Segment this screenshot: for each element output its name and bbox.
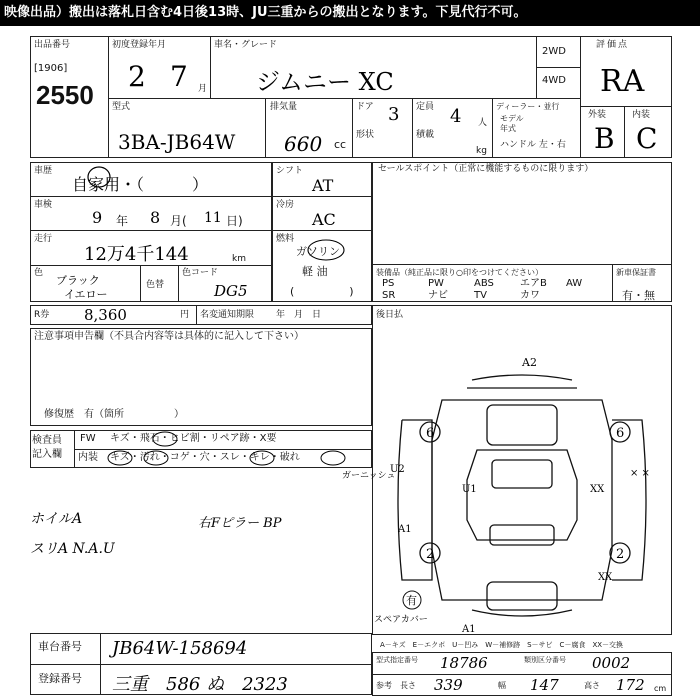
- diag-xs: × ×: [630, 468, 650, 479]
- inspection-month-unit: 月(: [170, 214, 187, 228]
- doors-value: 3: [388, 104, 400, 125]
- score-ext-label: 外装: [588, 110, 607, 120]
- lot-number: 2550: [36, 80, 94, 110]
- inspection-label: 車検: [34, 200, 53, 210]
- plate-label: 登録番号: [38, 672, 82, 685]
- diag-u1: U1: [462, 484, 477, 495]
- fuel-light-oil: 軽 油: [302, 265, 328, 278]
- shift-value: AT: [312, 176, 334, 195]
- diag-spare: スペアカバー: [374, 615, 428, 625]
- notes-label: 注意事項申告欄（不具合内容等は具体的に記入して下さい）: [34, 331, 304, 342]
- diag-garnish: ガーニッシュ: [342, 471, 396, 481]
- diag-a1c: A1: [462, 624, 476, 635]
- aircon-value: AC: [312, 210, 336, 229]
- capacity-label: 定員: [416, 102, 435, 112]
- color-label: 色: [34, 268, 44, 278]
- history-circle-mark: [86, 164, 112, 190]
- equipment-label: 装備品（純正品に限り○印をつけてください）: [376, 268, 543, 277]
- equipment-item: AW: [566, 278, 583, 289]
- width-value: 147: [530, 676, 559, 694]
- wheel-fr-mark: 6: [616, 426, 625, 441]
- score-ext-value: B: [594, 122, 615, 155]
- displacement-value: 660: [284, 132, 323, 156]
- notice-units: 年 月 日: [276, 310, 322, 320]
- registration-label: 初度登録年月: [112, 40, 167, 50]
- load-unit: kg: [476, 146, 487, 156]
- fuel-gasoline: ガソリン: [296, 245, 340, 258]
- dim-unit: cm: [654, 684, 667, 693]
- inspection-year: 9: [92, 208, 103, 227]
- shift-label: シフト: [276, 166, 304, 176]
- name-value: ジムニー XC: [256, 68, 394, 96]
- capacity-unit: 人: [478, 118, 488, 128]
- equipment-grid: [376, 278, 610, 302]
- class-value: 0002: [592, 654, 631, 672]
- dealer-label: ディーラー・並行: [496, 102, 560, 111]
- wheel-rr-mark: 2: [616, 547, 625, 562]
- diag-circle-yes: 有: [406, 594, 417, 607]
- score-label: 評価点: [596, 40, 630, 50]
- recycle-label: R券: [34, 310, 50, 320]
- load-label: 積載: [416, 130, 435, 140]
- displacement-unit: cc: [334, 138, 347, 151]
- equipment-item: ABS: [474, 278, 494, 289]
- repair-history: 修復歴 有（箇所 ）: [44, 409, 184, 420]
- warranty-options: 有・無: [622, 289, 655, 302]
- drive-2wd: 2WD: [542, 46, 566, 57]
- aircon-label: 冷房: [276, 200, 295, 210]
- std-label: 型式指定番号: [376, 656, 418, 664]
- registration-month: 7: [170, 60, 188, 93]
- note-pillar: 右Fピラー BP: [198, 516, 282, 531]
- score-int-label: 内装: [632, 110, 651, 120]
- inspection-day-unit: 日): [226, 214, 243, 228]
- equipment-item: SR: [382, 290, 396, 301]
- lot-code: [1906]: [34, 63, 68, 74]
- fuel-label: 燃料: [276, 234, 295, 244]
- diag-a2-top: A2: [522, 356, 537, 369]
- equipment-item: ナビ: [428, 290, 448, 301]
- inspection-year-unit: 年: [116, 214, 129, 228]
- color-repaint-label: 色替: [146, 280, 165, 290]
- checker-fw-text: キズ・飛石・ヒビ割・リペア跡・X要: [110, 433, 277, 444]
- notice-label: 名変通知期限: [200, 310, 255, 320]
- chassis-label: 車台番号: [38, 640, 82, 653]
- diag-xx2: XX: [598, 572, 613, 583]
- history-value: 自家用・（ ）: [72, 175, 209, 194]
- class-label: 類別区分番号: [524, 656, 566, 664]
- std-value: 18786: [440, 654, 488, 672]
- inspection-day: 11: [204, 210, 222, 226]
- car-damage-diagram: [342, 350, 672, 640]
- note-slide: スリA N.A.U: [30, 541, 115, 557]
- height-label: 高さ: [584, 681, 600, 690]
- checker-label1: 検査員: [32, 435, 62, 446]
- mileage-unit: km: [232, 254, 246, 264]
- note-wheel: ホイルA: [30, 511, 83, 527]
- color-value-line2: イエロー: [64, 288, 108, 301]
- capacity-value: 4: [450, 106, 462, 127]
- damage-legend: A－キズ E－エクボ U－凹み W－補修跡 S－サビ C－腐食 XX－交換: [380, 641, 624, 649]
- color-code-value: DG5: [214, 282, 248, 300]
- equipment-item: PS: [382, 278, 395, 289]
- name-label: 車名・グレード: [214, 40, 278, 50]
- color-code-label: 色コード: [182, 268, 219, 278]
- fuel-circle-mark: [306, 238, 346, 262]
- checker-circle-marks: [108, 449, 368, 468]
- mileage-label: 走行: [34, 234, 53, 244]
- checker-fw-label: FW: [80, 433, 96, 444]
- warranty-label: 新車保証書: [616, 268, 656, 277]
- checker-int-label: 内装: [78, 452, 98, 463]
- width-label: 幅: [498, 681, 506, 690]
- color-value-line1: ブラック: [56, 274, 100, 287]
- checker-int-text: キズ・汚れ・コゲ・穴・スレ・キレ・破れ: [110, 452, 300, 463]
- equipment-item: エアB: [520, 278, 547, 289]
- len-value: 339: [434, 676, 463, 694]
- recycle-unit: 円: [180, 310, 190, 320]
- score-value: RA: [600, 64, 645, 99]
- equipment-item: TV: [474, 290, 487, 301]
- drive-4wd: 4WD: [542, 75, 566, 86]
- wheel-fl-mark: 6: [426, 426, 435, 441]
- mileage-value: 12万4千144: [84, 244, 189, 265]
- sales-point-label: セールスポイント（正常に機能するものに限ります）: [378, 164, 594, 174]
- lot-label: 出品番号: [34, 40, 71, 50]
- handle-label: ハンドル 左・右: [500, 140, 566, 150]
- recycle-value: 8,360: [84, 306, 127, 324]
- diag-u2: U2: [390, 464, 405, 475]
- registration-year: 2: [128, 60, 146, 93]
- diag-xx1: XX: [590, 484, 605, 495]
- diag-a1a: A1: [398, 524, 412, 535]
- doors-label: ドア: [356, 102, 374, 112]
- shape-label: 形状: [356, 130, 375, 140]
- model-year-label2: 年式: [500, 124, 516, 133]
- equipment-item: カワ: [520, 290, 540, 301]
- fuel-other: ( ): [290, 285, 354, 298]
- ref-label: 参考: [376, 681, 392, 690]
- len-label: 長さ: [400, 681, 416, 690]
- fw-circle-mark: [150, 430, 180, 449]
- height-value: 172: [616, 676, 645, 694]
- model-year-label: モデル: [500, 114, 524, 123]
- equipment-item: PW: [428, 278, 444, 289]
- chassis-value: JB64W-158694: [112, 638, 248, 659]
- wheel-rl-mark: 2: [426, 547, 435, 562]
- displacement-label: 排気量: [270, 102, 298, 112]
- checker-label2: 記入欄: [32, 449, 62, 460]
- registration-month-unit: 月: [198, 84, 208, 94]
- history-label: 車歴: [34, 166, 53, 176]
- model-value: 3BA-JB64W: [118, 130, 236, 154]
- inspection-month: 8: [150, 208, 161, 227]
- afterfit-label: 後日払: [376, 310, 404, 320]
- score-int-value: C: [636, 122, 658, 155]
- plate-value: 三重 586 ぬ 2323: [112, 674, 288, 695]
- model-label: 型式: [112, 102, 131, 112]
- header-banner: 映像出品）搬出は落札日含む4日後13時、JU三重からの搬出となります。下見代行不可。: [0, 0, 700, 26]
